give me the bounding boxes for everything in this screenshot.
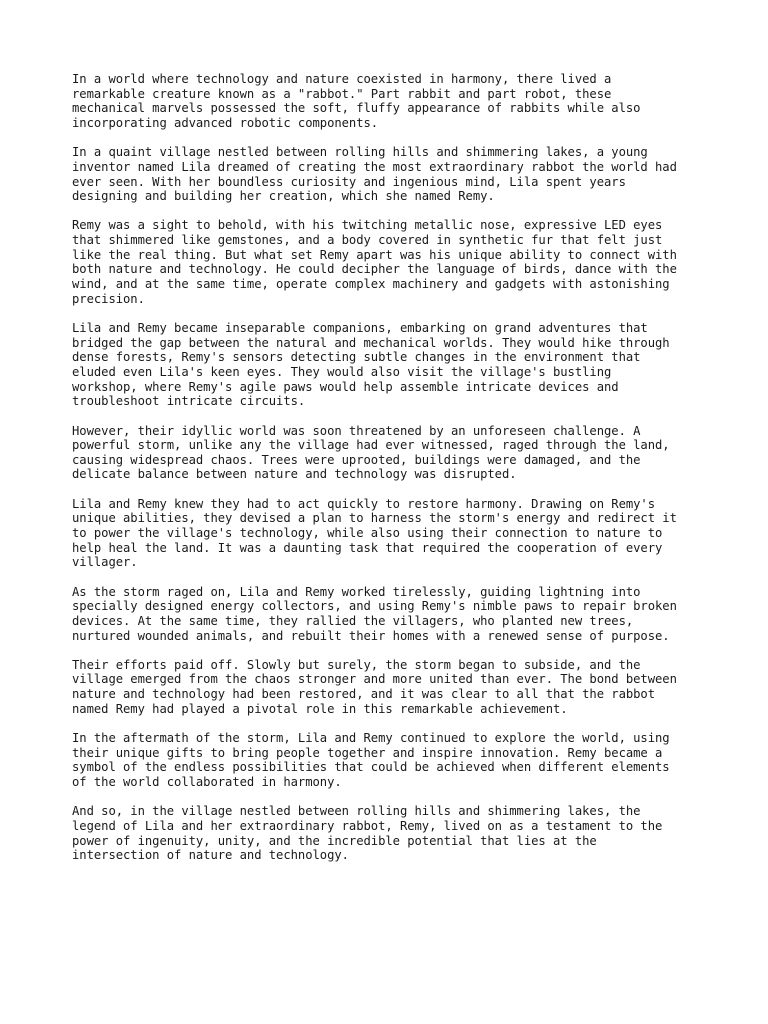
paragraph-3: Remy was a sight to behold, with his twitching metallic nose, expressive LED eyes that shimmered like gemstones, and a body covered in synthetic fur that felt just like the real thing. But what set Remy apart was his unique ability to connect with both nature and technology. He could decipher the language of birds, dance with the wind, and at the same time, operate complex machinery and gadgets with astonishing precision. <box>72 218 677 306</box>
paragraph-1: In a world where technology and nature coexisted in harmony, there lived a remarkable creature known as a "rabbot." Part rabbit and part robot, these mechanical marvels possessed the soft, fluffy appearance of rabbits while also incorporating advanced robotic components. <box>72 72 641 130</box>
paragraph-8: Their efforts paid off. Slowly but surely, the storm began to subside, and the village emerged from the chaos stronger and more united than ever. The bond between nature and technology had been restored, and it was clear to all that the rabbot named Remy had played a pivotal role in this remarkable achievement. <box>72 657 677 716</box>
paragraph-5: However, their idyllic world was soon threatened by an unforeseen challenge. A powerful storm, unlike any the village had ever witnessed, raged through the land, causing widespread chaos. Trees were uprooted, buildings were damaged, and the delicate balance between nature and technology was disrupted. <box>72 423 670 482</box>
paragraph-2: In a quaint village nestled between rolling hills and shimmering lakes, a young inventor named Lila dreamed of creating the most extraordinary rabbot the world had ever seen. With her boundless curiosity and ingenious mind, Lila spent years designing and building her creation, which she named Remy. <box>72 145 677 204</box>
paragraph-4: Lila and Remy became inseparable companions, embarking on grand adventures that bridged the gap between the natural and mechanical worlds. They would hike through dense forests, Remy's sensors detecting subtle changes in the environment that eluded even Lila's keen eyes. They would also visit the village's bustling workshop, where Remy's agile paws would help assemble intricate devices and troubleshoot intricate circuits. <box>72 320 670 409</box>
paragraph-6: Lila and Remy knew they had to act quickly to restore harmony. Drawing on Remy's unique abilities, they devised a plan to harness the storm's energy and redirect it to power the village's technology, while also using their connection to nature to help heal the land. It was a daunting task that required the cooperation of every villager. <box>72 496 677 570</box>
document-body <box>72 72 704 877</box>
paragraph-7: As the storm raged on, Lila and Remy worked tirelessly, guiding lightning into specially designed energy collectors, and using Remy's nimble paws to repair broken devices. At the same time, they rallied the villagers, who planted new trees, nurtured wounded animals, and rebuilt their homes with a renewed sense of purpose. <box>72 584 677 643</box>
paragraph-10: And so, in the village nestled between rolling hills and shimmering lakes, the legend of Lila and her extraordinary rabbot, Remy, lived on as a testament to the power of ingenuity, unity, and the incredible potential that lies at the intersection of nature and technology. <box>72 804 663 863</box>
paragraph-9: In the aftermath of the storm, Lila and Remy continued to explore the world, using their unique gifts to bring people together and inspire innovation. Remy became a symbol of the endless possibilities that could be achieved when different elements of the world collaborated in harmony. <box>72 731 670 789</box>
